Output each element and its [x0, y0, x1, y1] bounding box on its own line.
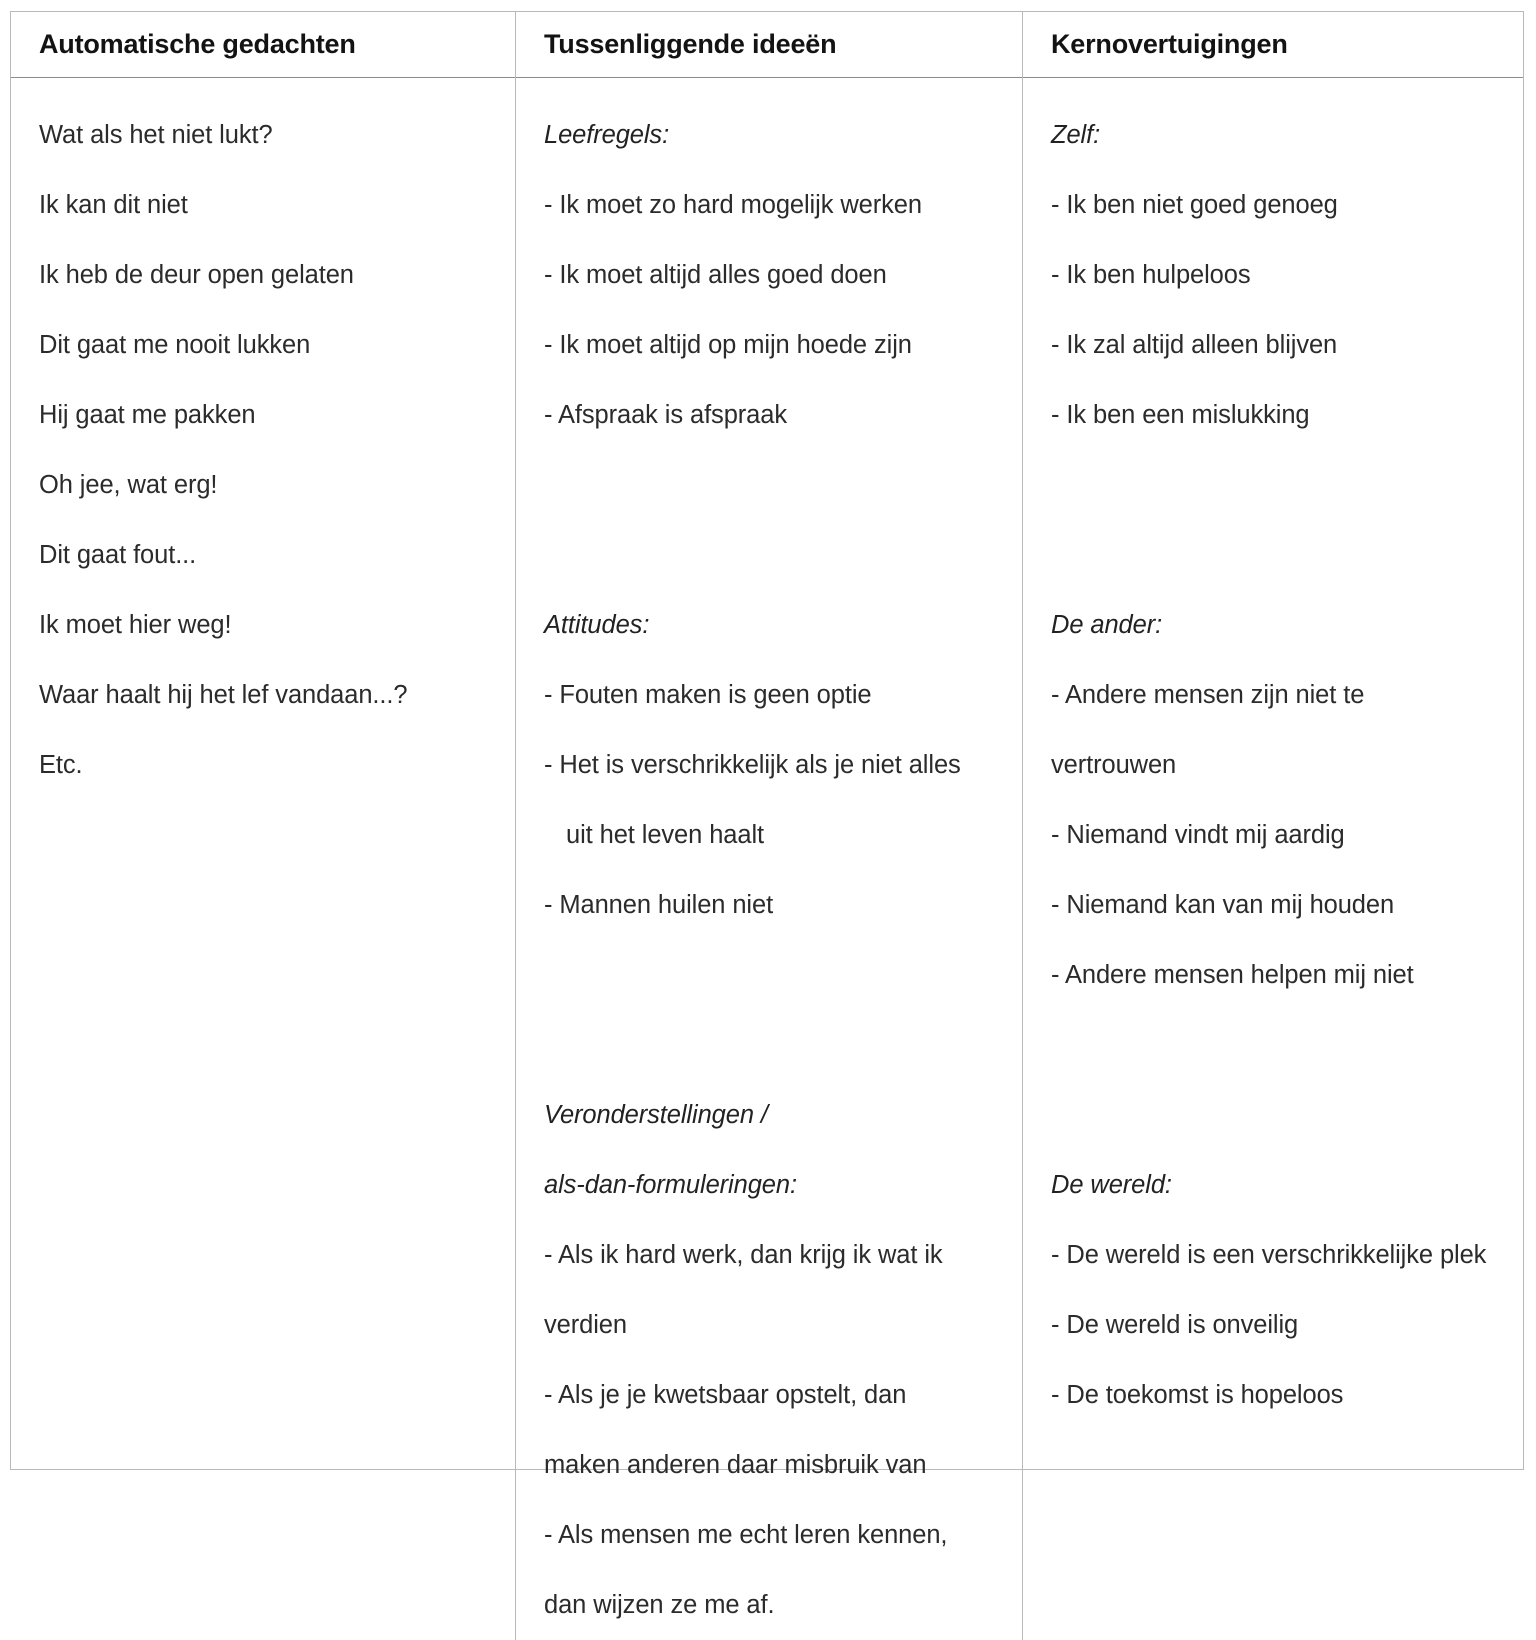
section-gap — [544, 520, 1002, 590]
list-item: - Niemand vindt mij aardig — [1051, 821, 1345, 849]
list-item: - Ik ben hulpeloos — [1051, 261, 1251, 289]
list-item: Hij gaat me pakken — [39, 401, 256, 429]
column-body — [516, 78, 1022, 1640]
column-header-label: Automatische gedachten — [39, 29, 356, 59]
list-item: - Ik zal altijd alleen blijven — [1051, 331, 1338, 359]
list-item: - Fouten maken is geen optie — [544, 681, 872, 709]
section-gap — [1051, 450, 1503, 520]
list-item: - Als ik hard werk, dan krijg ik wat ik — [544, 1241, 943, 1269]
section-gap — [1051, 1080, 1503, 1150]
list-item: - Ik moet zo hard mogelijk werken — [544, 191, 922, 219]
list-item: - Andere mensen helpen mij niet — [1051, 961, 1414, 989]
list-item: - Ik ben een mislukking — [1051, 401, 1310, 429]
list-item: - De wereld is een verschrikkelijke plek — [1051, 1241, 1487, 1269]
list-item: dan wijzen ze me af. — [544, 1591, 775, 1619]
section-heading: Leefregels: — [544, 121, 670, 149]
section-gap — [544, 940, 1002, 1010]
column-header-label: Tussenliggende ideeën — [544, 29, 837, 59]
list-item: Ik moet hier weg! — [39, 611, 232, 639]
section-heading: Veronderstellingen / — [544, 1101, 768, 1129]
column-body — [11, 78, 515, 1640]
list-item: Ik kan dit niet — [39, 191, 188, 219]
section-gap — [1051, 520, 1503, 590]
list-item: maken anderen daar misbruik van — [544, 1451, 927, 1479]
table-column — [516, 12, 1023, 1640]
list-item: Etc. — [39, 751, 83, 779]
column-header — [11, 12, 515, 78]
section-heading: De ander: — [1051, 611, 1163, 639]
list-item: - Ik moet altijd alles goed doen — [544, 261, 887, 289]
list-item: Ik heb de deur open gelaten — [39, 261, 354, 289]
column-header-label: Kernovertuigingen — [1051, 29, 1288, 59]
list-item: Waar haalt hij het lef vandaan...? — [39, 681, 408, 709]
list-item: - Het is verschrikkelijk als je niet alles — [544, 751, 961, 779]
list-item: - Afspraak is afspraak — [544, 401, 787, 429]
section-gap — [544, 1010, 1002, 1080]
list-item: uit het leven haalt — [566, 821, 764, 849]
table-column — [1023, 12, 1523, 1640]
section-heading: als-dan-formuleringen: — [544, 1171, 797, 1199]
table-column — [11, 12, 516, 1640]
section-gap — [1051, 1010, 1503, 1080]
table-grid — [11, 12, 1523, 1619]
list-item: Dit gaat fout... — [39, 541, 197, 569]
list-item: Dit gaat me nooit lukken — [39, 331, 311, 359]
section-heading: De wereld: — [1051, 1171, 1172, 1199]
list-item: Wat als het niet lukt? — [39, 121, 273, 149]
list-item: - Niemand kan van mij houden — [1051, 891, 1395, 919]
list-item: - De wereld is onveilig — [1051, 1311, 1299, 1339]
list-item: - Ik moet altijd op mijn hoede zijn — [544, 331, 912, 359]
cbt-thought-levels-table — [10, 11, 1524, 1619]
section-gap — [544, 450, 1002, 520]
list-item: Oh jee, wat erg! — [39, 471, 218, 499]
list-item: - De toekomst is hopeloos — [1051, 1381, 1344, 1409]
section-heading: Attitudes: — [544, 611, 650, 639]
list-item: - Als je je kwetsbaar opstelt, dan — [544, 1381, 907, 1409]
column-header — [1023, 12, 1523, 78]
section-heading: Zelf: — [1051, 121, 1101, 149]
list-item: - Mannen huilen niet — [544, 891, 774, 919]
column-body — [1023, 78, 1523, 1640]
list-item: vertrouwen — [1051, 751, 1177, 779]
list-item: - Andere mensen zijn niet te — [1051, 681, 1365, 709]
list-item: - Ik ben niet goed genoeg — [1051, 191, 1338, 219]
list-item: verdien — [544, 1311, 627, 1339]
column-header — [516, 12, 1022, 78]
list-item: - Als mensen me echt leren kennen, — [544, 1521, 948, 1549]
